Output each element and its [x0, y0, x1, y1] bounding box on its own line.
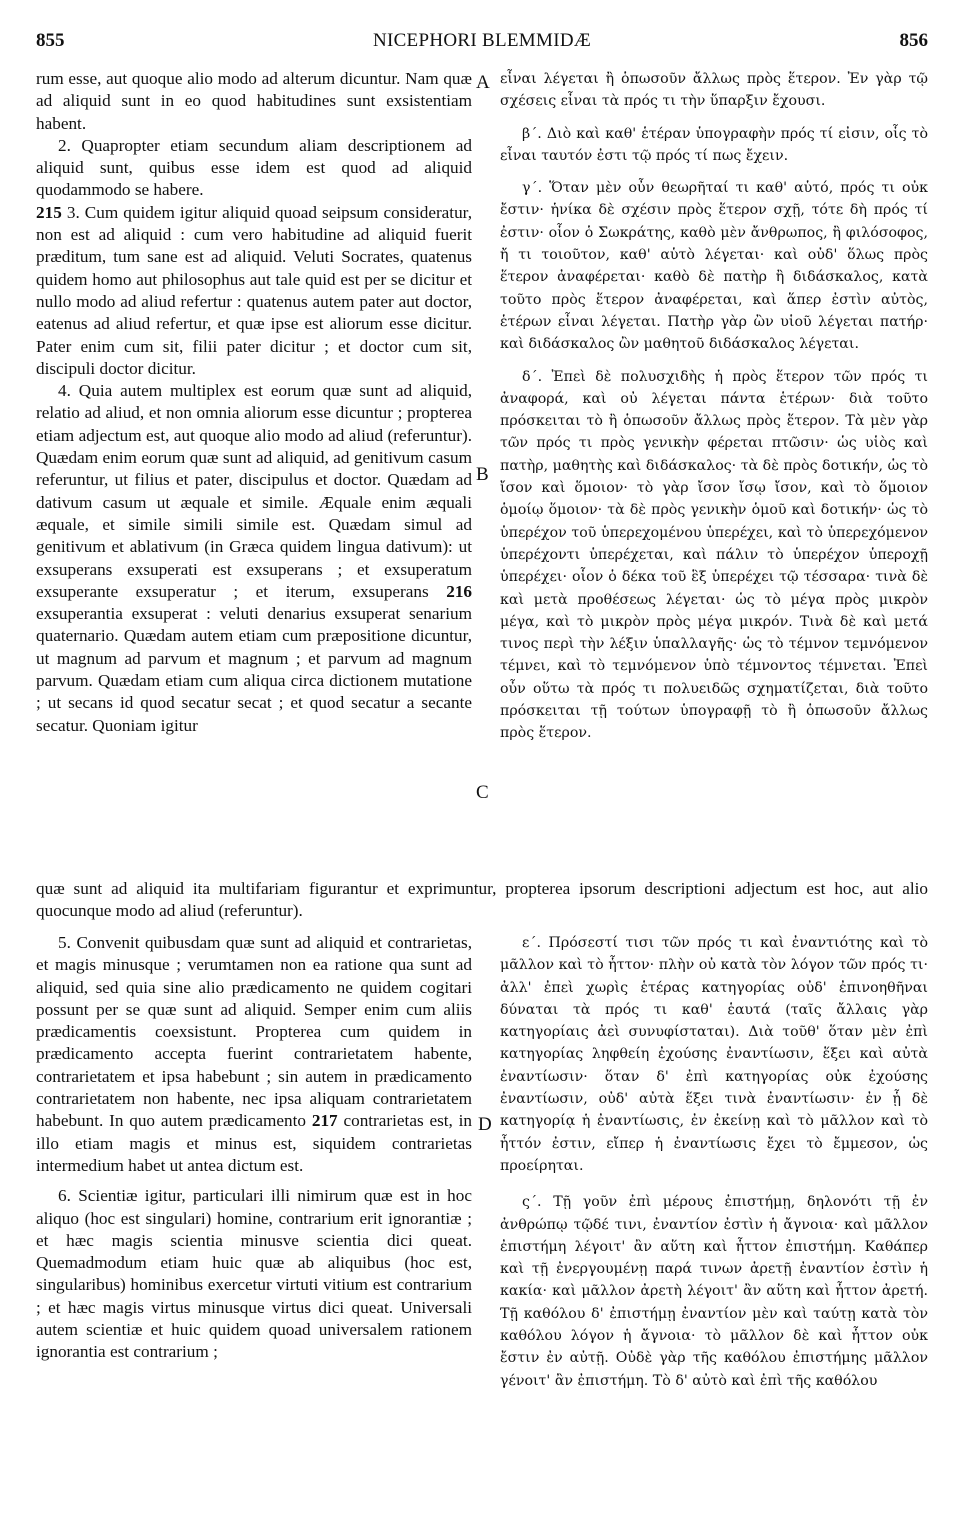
latin-paragraph-1: rum esse, aut quoque alio modo ad alterum dicuntur. Nam quæ ad aliquid sunt in eo quod habitudines sunt exsistentiam habent.: [36, 69, 472, 133]
latin-paragraph-3: [36, 202, 472, 380]
greek-paragraph-2: β΄. Διὸ καὶ καθ' ἑτέραν ὑπογραφὴν πρός τί εἰσιν, οἷς τὸ εἶναι ταυτόν ἐστι τῷ πρός τί πως ἔχειν.: [500, 125, 928, 164]
latin-paragraph-4: [36, 380, 472, 737]
latin-paragraph-5-text-a: 5. Convenit quibusdam quæ sunt ad aliquid et contrarietas, et magis minusque ; verumtamen non ea ratione qua sunt ad aliquid, sed quia sine alio prædicamento ne quidem cogitari possunt per se quæ sunt ad aliquid. Semper enim cum aliis prædicamentis coexsistunt. Propterea cum quidem in prædicamento accepta fuerint contrarietatem habente, contrarietatem et ipsa habebunt ; sin autem in prædicamento contrarietatem non habente, nec ipsa aliquam contrarietatem habebunt. In quo autem prædicamento: [36, 933, 472, 1131]
page-mark-216: 216: [446, 581, 473, 601]
greek-paragraph-1: εἶναι λέγεται ἢ ὁπωσοῦν ἄλλως πρὸς ἕτερον. Ἐν γὰρ τῷ σχέσεις εἶναι τὰ πρός τι τὴν ὕπαρξιν ἔχουσι.: [500, 71, 928, 110]
latin-paragraph-4-text-b: exsuperantia exsuperat : veluti denarius exsuperat senarium quaternario. Quædam autem etiam cum præpositione dicuntur, ut magnum ad parvum et magnum ; et parvum ad magnum parvum. Quædam etiam cum aliqua circa dictionem mutatione ; ut secans id quod secatur secat ; et quod secatur a secante secatur. Quoniam igitur: [36, 604, 472, 735]
latin-paragraph-6: 6. Scientiæ igitur, particulari illi nimirum quæ est in hoc aliquo (hoc est singulari) homine, contrarium erit ignorantiæ ; et hæc magis scientia minusve scientia dici queat. Quemadmodum etiam huic quæ ab aliquibus (hoc est, singularibus) hominibus exercetur virtuti vitium est contrarium ; et hæc magis virtus minusque virtus dici queat. Universali autem scientiæ et huic quidem quoad universalem rationem ignorantia est contrarium ;: [36, 1186, 472, 1362]
page-mark-215: 215: [36, 202, 62, 222]
greek-column-bottom: [500, 932, 928, 1522]
latin-paragraph-4-text-a: 4. Quia autem multiplex est eorum quæ sunt ad aliquid, relatio ad aliud, et non omnia aliorum esse dicuntur ; propterea etiam adjectum est, aut quoque alio modo ad aliud (referuntur). Quædam enim eorum quæ sunt ad aliquid, ad genitivum casum referuntur, ut filius et pater, discipulus et doctor. Quædam ad dativum casum ut æquale et simile. Æquale enim æquali æquale, et simile simili simile est. Quædam simul ad genitivum et ablativum (in Græca quidem lingua dativum): ut exsuperans exsuperati est exsuperans ; et exsuperatum exsuperante exsuperatur ; et iterum, exsuperans: [36, 381, 472, 601]
margin-letter-a: A: [476, 72, 490, 93]
running-title: NICEPHORI BLEMMIDÆ: [372, 30, 592, 51]
latin-spanning-text: quæ sunt ad aliquid ita multifariam figurantur et exprimuntur, propterea ipsorum descriptioni adjectum est hoc, aut alio quocunque modo ad aliud (referuntur).: [36, 879, 928, 921]
latin-column-top: [36, 68, 472, 876]
margin-letter-c: C: [476, 782, 489, 803]
latin-spanning-lines: [36, 878, 928, 926]
greek-paragraph-6: ς΄. Τῇ γοῦν ἐπὶ μέρους ἐπιστήμῃ, δηλονότι τῇ ἐν ἀνθρώπῳ τῷδέ τινι, ἐναντίον ἐστὶν ἡ ἄγνοια· καὶ μᾶλλον ἐπιστήμη λέγοιτ' ἂν αὕτη καὶ ἧττον ἐπιστήμη. Καθάπερ καὶ τῇ ἐνεργουμένῃ παρά τινων ἀρετῇ ἐναντίον ἐστὶν ἡ κακία· καὶ μᾶλλον ἀρετὴ λέγοιτ' ἂν αὕτη καὶ ἧττον ἀρετή. Τῇ καθόλου δ' ἐπιστήμῃ ἐναντίον μὲν καὶ ταύτῃ κατὰ τὸν καθόλου λόγον ἡ ἄγνοια· τὸ μᾶλλον δὲ καὶ ἧττον οὐκ ἔστιν ἐν αὐτῇ. Οὐδὲ γὰρ τῆς καθόλου ἐπιστήμης μᾶλλον γένοιτ' ἂν ἐπιστήμη. Τὸ δ' αὐτὸ καὶ ἐπὶ τῆς καθόλου: [500, 1194, 928, 1389]
greek-paragraph-3: γ΄. Ὅταν μὲν οὖν θεωρῆταί τι καθ' αὑτό, πρός τι οὐκ ἔστιν· ἡνίκα δὲ σχέσιν πρὸς ἕτερον σχῇ, τότε δὴ πρός τί ἐστιν· οἷον ὁ Σωκράτης, καθὸ μὲν ἄνθρωπος, ἢ φιλόσοφος, ἤ τι τοιοῦτον, καθ' αὑτὸ λέγεται· καὶ οὐδ' ὅλως πρὸς ἕτερον ἀναφέρεται· καθὸ δὲ πατὴρ ἢ διδάσκαλος, κατὰ τοῦτο πρὸς ἕτερον ἀναφέρεται, καὶ ἅπερ ἐστὶν αὐτὸς, ἑτέρων εἶναι λέγεται. Πατὴρ γὰρ ὢν υἱοῦ λέγεται πατήρ· καὶ διδάσκαλος ὢν μαθητοῦ διδάσκαλος λέγεται.: [500, 180, 928, 353]
page-number-left: 855: [36, 30, 65, 51]
page-number-right: 856: [899, 30, 928, 51]
latin-paragraph-5-text-b: contrarietas est, in illo etiam magis et minus est, siquidem contrarietas intermedium habet ut antea dictum est.: [36, 1111, 473, 1175]
running-header: [36, 30, 928, 58]
latin-paragraph-3-text: 3. Cum quidem igitur aliquid quoad seipsum consideratur, non est ad aliquid : cum vero habitudine ad aliquid fuerit præditum, tum sane est ad aliquid. Veluti Socrates, quatenus quidem homo aut philosophus aut tale quid est per se dicitur et nullo modo ad aliud refertur : quatenus autem pater aut doctor, eatenus ad aliud refertur, et quæ ipse est aliorum esse dicitur. Pater enim cum sit, filii pater dicitur ; et doctor cum sit, discipuli doctor dicitur.: [36, 202, 472, 378]
greek-column-top: [500, 68, 928, 876]
greek-paragraph-5: ε΄. Πρόσεστί τισι τῶν πρός τι καὶ ἐναντιότης καὶ τὸ μᾶλλον καὶ τὸ ἧττον· πλὴν οὐ κατὰ τὸν λόγον τῶν πρός τι· ἀλλ' ἐπεὶ χωρὶς ἑτέρας κατηγορίας οὐδ' ἐπινοηθῆναι δύναται τὰ πρός τι καθ' ἑαυτά (ταῖς ἄλλαις γὰρ κατηγορίαις ἀεὶ συνυφίσταται). Διὰ τοῦθ' ὅταν μὲν ἐπὶ κατηγορίας ληφθείη ἐχούσης ἐναντίωσιν, ἕξει καὶ αὐτὰ ἐναντίωσιν· ὅταν δ' ἐπὶ κατηγορίας οὐκ ἐχούσης ἐναντίωσιν, οὐδ' αὐτὰ ἕξει τινὰ ἐναντίωσιν· ἐν ᾗ δὲ κατηγορίᾳ ἡ ἐναντίωσις, ἐν ἐκείνῃ καὶ τὸ μᾶλλον καὶ τὸ ἧττόν ἐστιν, εἴπερ ἡ ἐναντίωσις ἔχει τὸ ἔμμεσον, ὡς προείρηται.: [500, 935, 928, 1174]
latin-paragraph-5: [36, 932, 472, 1177]
latin-column-bottom: [36, 932, 472, 1522]
greek-paragraph-4: δ΄. Ἐπεὶ δὲ πολυσχιδὴς ἡ πρὸς ἕτερον τῶν πρός τι ἀναφορά, καὶ οὐ λέγεται πάντα ἑτέρων· διὰ τοῦτο πρόσκειται τὸ ἢ ὁπωσοῦν ἄλλως πρὸς ἕτερον. Τὰ μὲν γὰρ τῶν πρός τι πρὸς γενικὴν φέρεται πτῶσιν· ὡς υἱὸς καὶ πατὴρ, μαθητὴς καὶ διδάσκαλος· τὰ δὲ πρὸς δοτικήν, ὡς τὸ ἴσον καὶ ὅμοιον· τὸ γὰρ ἴσον ἴσῳ ἴσον, καὶ τὸ ὅμοιον ὁμοίῳ ὅμοιον· τὰ δὲ πρὸς γενικὴν ὁμοῦ καὶ δοτικήν· ὡς τὸ ὑπερέχον τοῦ ὑπερεχομένου ὑπερέχει, καὶ τὸ ὑπερεχόμενον ὑπερέχοντι ὑπερέχεται, καὶ πάλιν τὸ ὑπερέχον ὑπεροχῇ ὑπερέχει· οἷον ὁ δέκα τοῦ ἓξ ὑπερέχει τῷ τέσσαρα· τινὰ δὲ καὶ μετὰ προθέσεως λέγεται· ὡς τὸ μέγα πρὸς μικρὸν μέγα, καὶ τὸ μικρὸν πρὸς μέγα μικρόν. Τινὰ δὲ καὶ μετά τινος περὶ τὴν λέξιν ὑπαλλαγῆς· ὡς τὸ τέμνον τεμνόμενον τέμνει, καὶ τὸ τεμνόμενον ὑπὸ τέμνοντος τέμνεται. Ἐπεὶ οὖν οὕτω τὰ πρός τι πολυειδῶς σχηματίζεται, διὰ τοῦτο πρόσκειται τῇ τούτων ὑπογραφῇ τὸ ἢ ὁπωσοῦν ἄλλως πρὸς ἕτερον.: [500, 368, 928, 742]
latin-paragraph-2: 2. Quapropter etiam secundum aliam descriptionem ad aliquid sunt, quibus esse idem est quod ad aliquid quodammodo se habere.: [36, 135, 472, 200]
margin-letter-b: B: [476, 464, 489, 485]
page-mark-217: 217: [311, 1111, 338, 1131]
margin-letter-d: D: [478, 1114, 492, 1135]
